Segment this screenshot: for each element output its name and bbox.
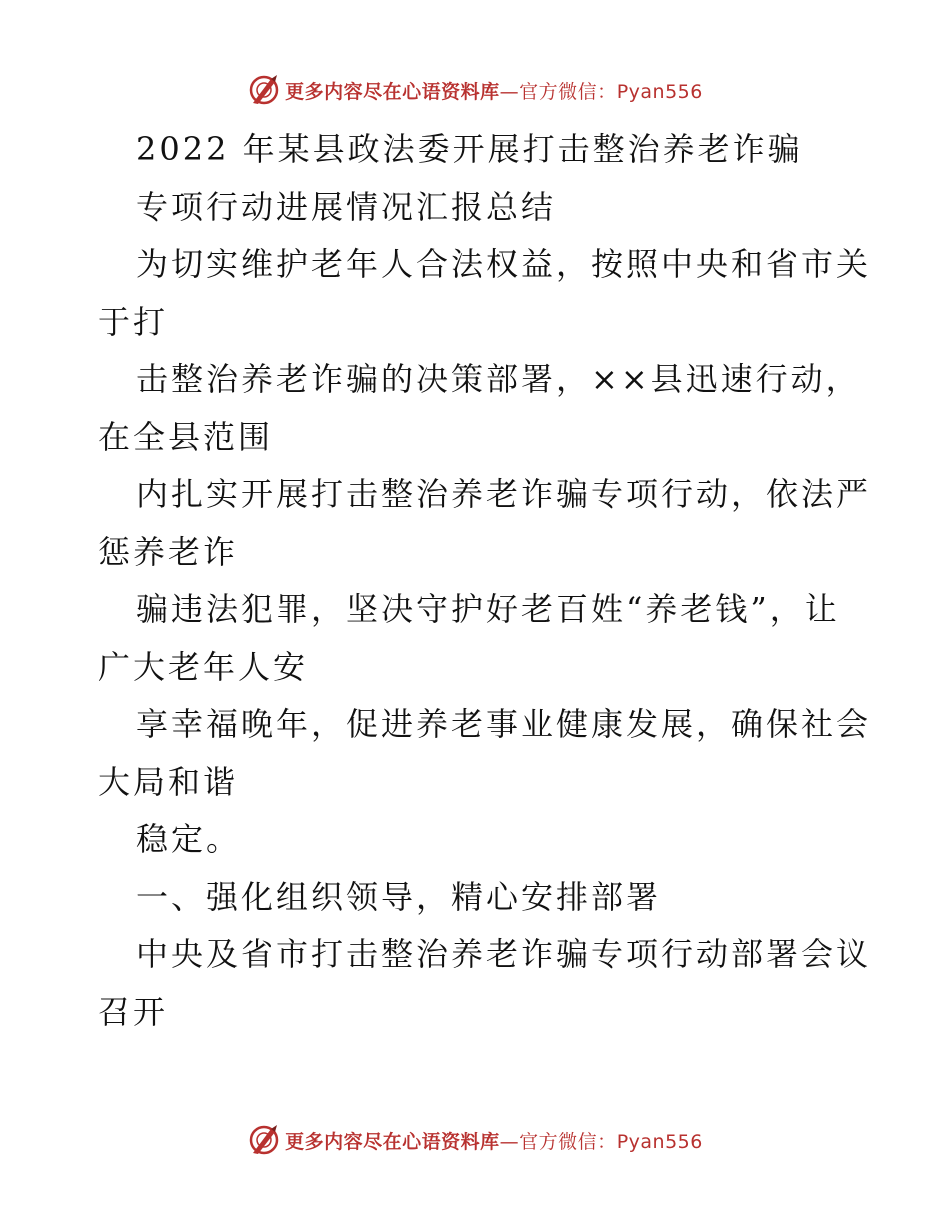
banner-dash: — — [499, 1130, 520, 1153]
footer-banner — [0, 1120, 950, 1160]
document-title-line-1: 2022 年某县政法委开展打击整治养老诈骗 — [136, 130, 803, 168]
document-title-line-2: 专项行动进展情况汇报总结 — [136, 187, 557, 226]
paragraph-line: 广大老年人安 — [98, 647, 309, 686]
paragraph-line: 中央及省市打击整治养老诈骗专项行动部署会议 — [136, 935, 872, 973]
banner-wechat-label: 官方微信： — [519, 1130, 617, 1153]
banner-main-text: 更多内容尽在心语资料库 — [285, 80, 500, 103]
banner-dash: — — [499, 80, 520, 103]
document-body — [98, 121, 872, 1041]
paragraph-line: 于打 — [98, 302, 169, 341]
paragraph-line: 大局和谐 — [98, 762, 239, 801]
paragraph-line: 稳定。 — [136, 820, 242, 858]
quill-pen-logo-icon — [247, 1123, 281, 1157]
paragraph-line: 为切实维护老年人合法权益，按照中央和省市关 — [136, 245, 872, 283]
header-banner — [0, 70, 950, 110]
paragraph-line: 享幸福晚年，促进养老事业健康发展，确保社会 — [136, 705, 872, 743]
header-banner-text — [285, 77, 703, 104]
banner-wechat-id: Pyan556 — [616, 1130, 703, 1153]
section-heading: 一、强化组织领导，精心安排部署 — [136, 877, 662, 916]
banner-wechat-id: Pyan556 — [616, 80, 703, 103]
paragraph-line: 召开 — [98, 992, 169, 1031]
paragraph-line: 在全县范围 — [98, 417, 274, 456]
paragraph-line: 击整治养老诈骗的决策部署，××县迅速行动， — [136, 360, 861, 398]
banner-wechat-label: 官方微信： — [519, 80, 617, 103]
paragraph-line: 内扎实开展打击整治养老诈骗专项行动，依法严 — [136, 475, 872, 513]
paragraph-line: 惩养老诈 — [98, 532, 239, 571]
paragraph-line: 骗违法犯罪，坚决守护好老百姓“养老钱”，让 — [136, 590, 840, 628]
quill-pen-logo-icon — [247, 73, 281, 107]
footer-banner-text — [285, 1127, 703, 1154]
banner-main-text: 更多内容尽在心语资料库 — [285, 1130, 500, 1153]
